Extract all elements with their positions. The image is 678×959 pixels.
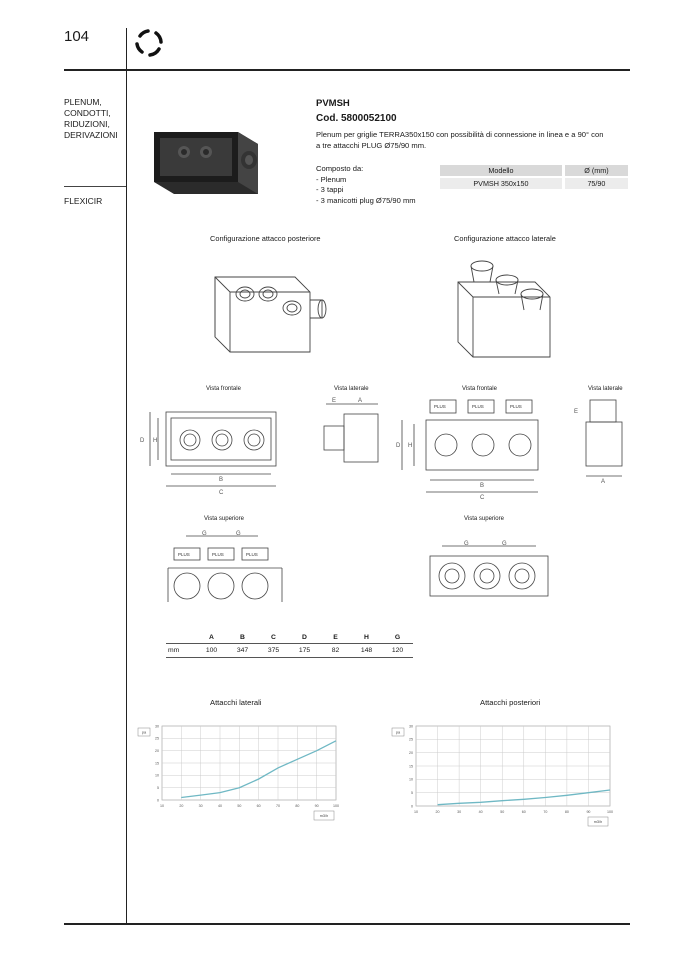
spec-table — [440, 165, 628, 189]
dim-header: C — [258, 632, 289, 644]
x-tick-label: 20 — [435, 810, 440, 814]
dim-label-e: E — [332, 398, 337, 404]
product-code: Cod. 5800052100 — [316, 113, 397, 124]
x-tick-label: 30 — [198, 804, 203, 808]
x-tick-label: 90 — [314, 804, 319, 808]
dim-label-d: D — [140, 438, 145, 444]
x-tick-label: 40 — [478, 810, 483, 814]
composition-item: - Plenum — [316, 174, 347, 184]
dim-label-g: G — [202, 531, 207, 537]
side-view-drawing — [316, 396, 386, 471]
dim-value: 148 — [351, 644, 382, 658]
y-tick-label: 25 — [409, 737, 413, 742]
x-tick-label: 60 — [521, 810, 526, 814]
x-tick-label: 80 — [564, 810, 569, 814]
x-tick-label: 100 — [333, 804, 339, 808]
dim-value: 100 — [196, 644, 227, 658]
dim-unit: mm — [166, 644, 196, 658]
x-axis-label: m3/h — [319, 814, 329, 818]
x-tick-label: 50 — [237, 804, 242, 808]
x-tick-label: 100 — [607, 810, 613, 814]
dim-header: A — [196, 632, 227, 644]
x-tick-label: 20 — [179, 804, 184, 808]
y-tick-label: 15 — [409, 764, 413, 769]
dim-header: D — [289, 632, 320, 644]
dim-value: 347 — [227, 644, 258, 658]
y-tick-label: 15 — [155, 761, 159, 766]
dim-label-h: H — [408, 443, 413, 449]
chart-title-lateral: Attacchi laterali — [210, 698, 262, 707]
product-photo — [146, 124, 266, 204]
table-cell-model: PVMSH 350x150 — [440, 177, 563, 189]
y-tick-label: 30 — [155, 724, 159, 729]
sidebar-subcategory: FLEXICIR — [64, 196, 103, 206]
x-tick-label: 70 — [543, 810, 548, 814]
plug-label: PLUS — [510, 404, 522, 409]
dim-header: E — [320, 632, 351, 644]
dim-value: 175 — [289, 644, 320, 658]
y-tick-label: 10 — [409, 777, 413, 782]
table-header-diameter: Ø (mm) — [563, 165, 628, 177]
dim-label-h: H — [153, 438, 158, 444]
y-tick-label: 30 — [409, 724, 413, 729]
side-view-side-config-drawing — [568, 396, 628, 486]
composition-list — [316, 164, 416, 206]
sidebar-divider — [64, 186, 126, 187]
y-tick-label: 20 — [409, 750, 413, 755]
caption-top-view: Vista superiore — [204, 516, 244, 522]
side-config-drawing — [440, 252, 610, 362]
table-header-row — [440, 165, 628, 177]
x-tick-label: 40 — [218, 804, 222, 808]
dim-label-b: B — [219, 477, 224, 483]
x-tick-label: 90 — [586, 810, 591, 814]
dim-label-c: C — [219, 490, 224, 496]
caption-side-view: Vista laterale — [334, 386, 369, 392]
caption-front-view-2: Vista frontale — [462, 386, 497, 392]
front-view-side-config-drawing — [394, 396, 554, 504]
y-tick-label: 0 — [411, 804, 413, 809]
pressure-chart-rear — [390, 718, 620, 830]
table-header-row — [166, 632, 413, 644]
caption-side-view-2: Vista laterale — [588, 386, 623, 392]
caption-top-view-2: Vista superiore — [464, 516, 504, 522]
dim-label-g: G — [236, 531, 241, 537]
product-name: PVMSH — [316, 98, 350, 109]
y-tick-label: 5 — [157, 785, 159, 790]
dim-label-d: D — [396, 443, 401, 449]
table-cell-diameter: 75/90 — [563, 177, 628, 189]
x-tick-label: 10 — [414, 810, 418, 814]
footer-rule — [64, 923, 630, 925]
dimensions-table — [166, 632, 413, 658]
table-header-model: Modello — [440, 165, 563, 177]
plug-label: PLUS — [178, 552, 190, 557]
x-tick-label: 10 — [160, 804, 164, 808]
dim-value: 82 — [320, 644, 351, 658]
composition-title: Composto da: — [316, 164, 364, 173]
dim-value: 120 — [382, 644, 413, 658]
dim-label-g: G — [464, 541, 469, 547]
x-tick-label: 50 — [500, 810, 505, 814]
sidebar-category: PLENUM, CONDOTTI, RIDUZIONI, DERIVAZIONI — [64, 97, 118, 140]
dim-header: B — [227, 632, 258, 644]
caption-config-side: Configurazione attacco laterale — [454, 234, 556, 243]
dim-value: 375 — [258, 644, 289, 658]
table-row — [440, 177, 628, 189]
chart-title-rear: Attacchi posteriori — [480, 698, 541, 707]
brand-logo-icon — [134, 28, 164, 58]
caption-front-view: Vista frontale — [206, 386, 241, 392]
plug-label: PLUS — [212, 552, 224, 557]
y-tick-label: 20 — [155, 748, 159, 753]
y-axis-label: pa — [395, 730, 401, 735]
composition-item: - 3 manicotti plug Ø75/90 mm — [316, 195, 416, 205]
y-tick-label: 25 — [155, 736, 159, 741]
product-description: Plenum per griglie TERRA350x150 con possibilità di connessione in linea e a 90° con a tre attacchi PLUG Ø75/90 mm. — [316, 130, 604, 150]
y-tick-label: 0 — [157, 798, 159, 803]
dim-label-a: A — [601, 479, 606, 485]
dim-label-c: C — [480, 495, 485, 501]
x-tick-label: 30 — [457, 810, 462, 814]
dim-label-e: E — [574, 409, 579, 415]
y-tick-label: 10 — [155, 773, 159, 778]
vertical-divider — [126, 28, 127, 924]
dim-label-g: G — [502, 541, 507, 547]
page-number: 104 — [64, 28, 90, 45]
x-axis-label: m3/h — [593, 820, 603, 824]
caption-config-rear: Configurazione attacco posteriore — [210, 234, 321, 243]
dim-label-a: A — [358, 398, 363, 404]
header-rule — [64, 69, 630, 71]
top-view-drawing — [160, 530, 290, 610]
y-tick-label: 5 — [411, 790, 413, 795]
plug-label: PLUS — [434, 404, 446, 409]
composition-item: - 3 tappi — [316, 185, 344, 194]
plug-label: PLUS — [472, 404, 484, 409]
x-tick-label: 80 — [295, 804, 300, 808]
pressure-chart-lateral — [136, 718, 346, 830]
dim-label-b: B — [480, 483, 485, 489]
dim-header: H — [351, 632, 382, 644]
x-tick-label: 70 — [276, 804, 280, 808]
top-view-side-config-drawing — [424, 540, 554, 600]
x-tick-label: 60 — [256, 804, 261, 808]
rear-config-drawing — [200, 252, 360, 362]
table-row — [166, 644, 413, 658]
front-view-drawing — [136, 400, 286, 500]
y-axis-label: pa — [141, 730, 147, 735]
dim-header: G — [382, 632, 413, 644]
plug-label: PLUS — [246, 552, 258, 557]
